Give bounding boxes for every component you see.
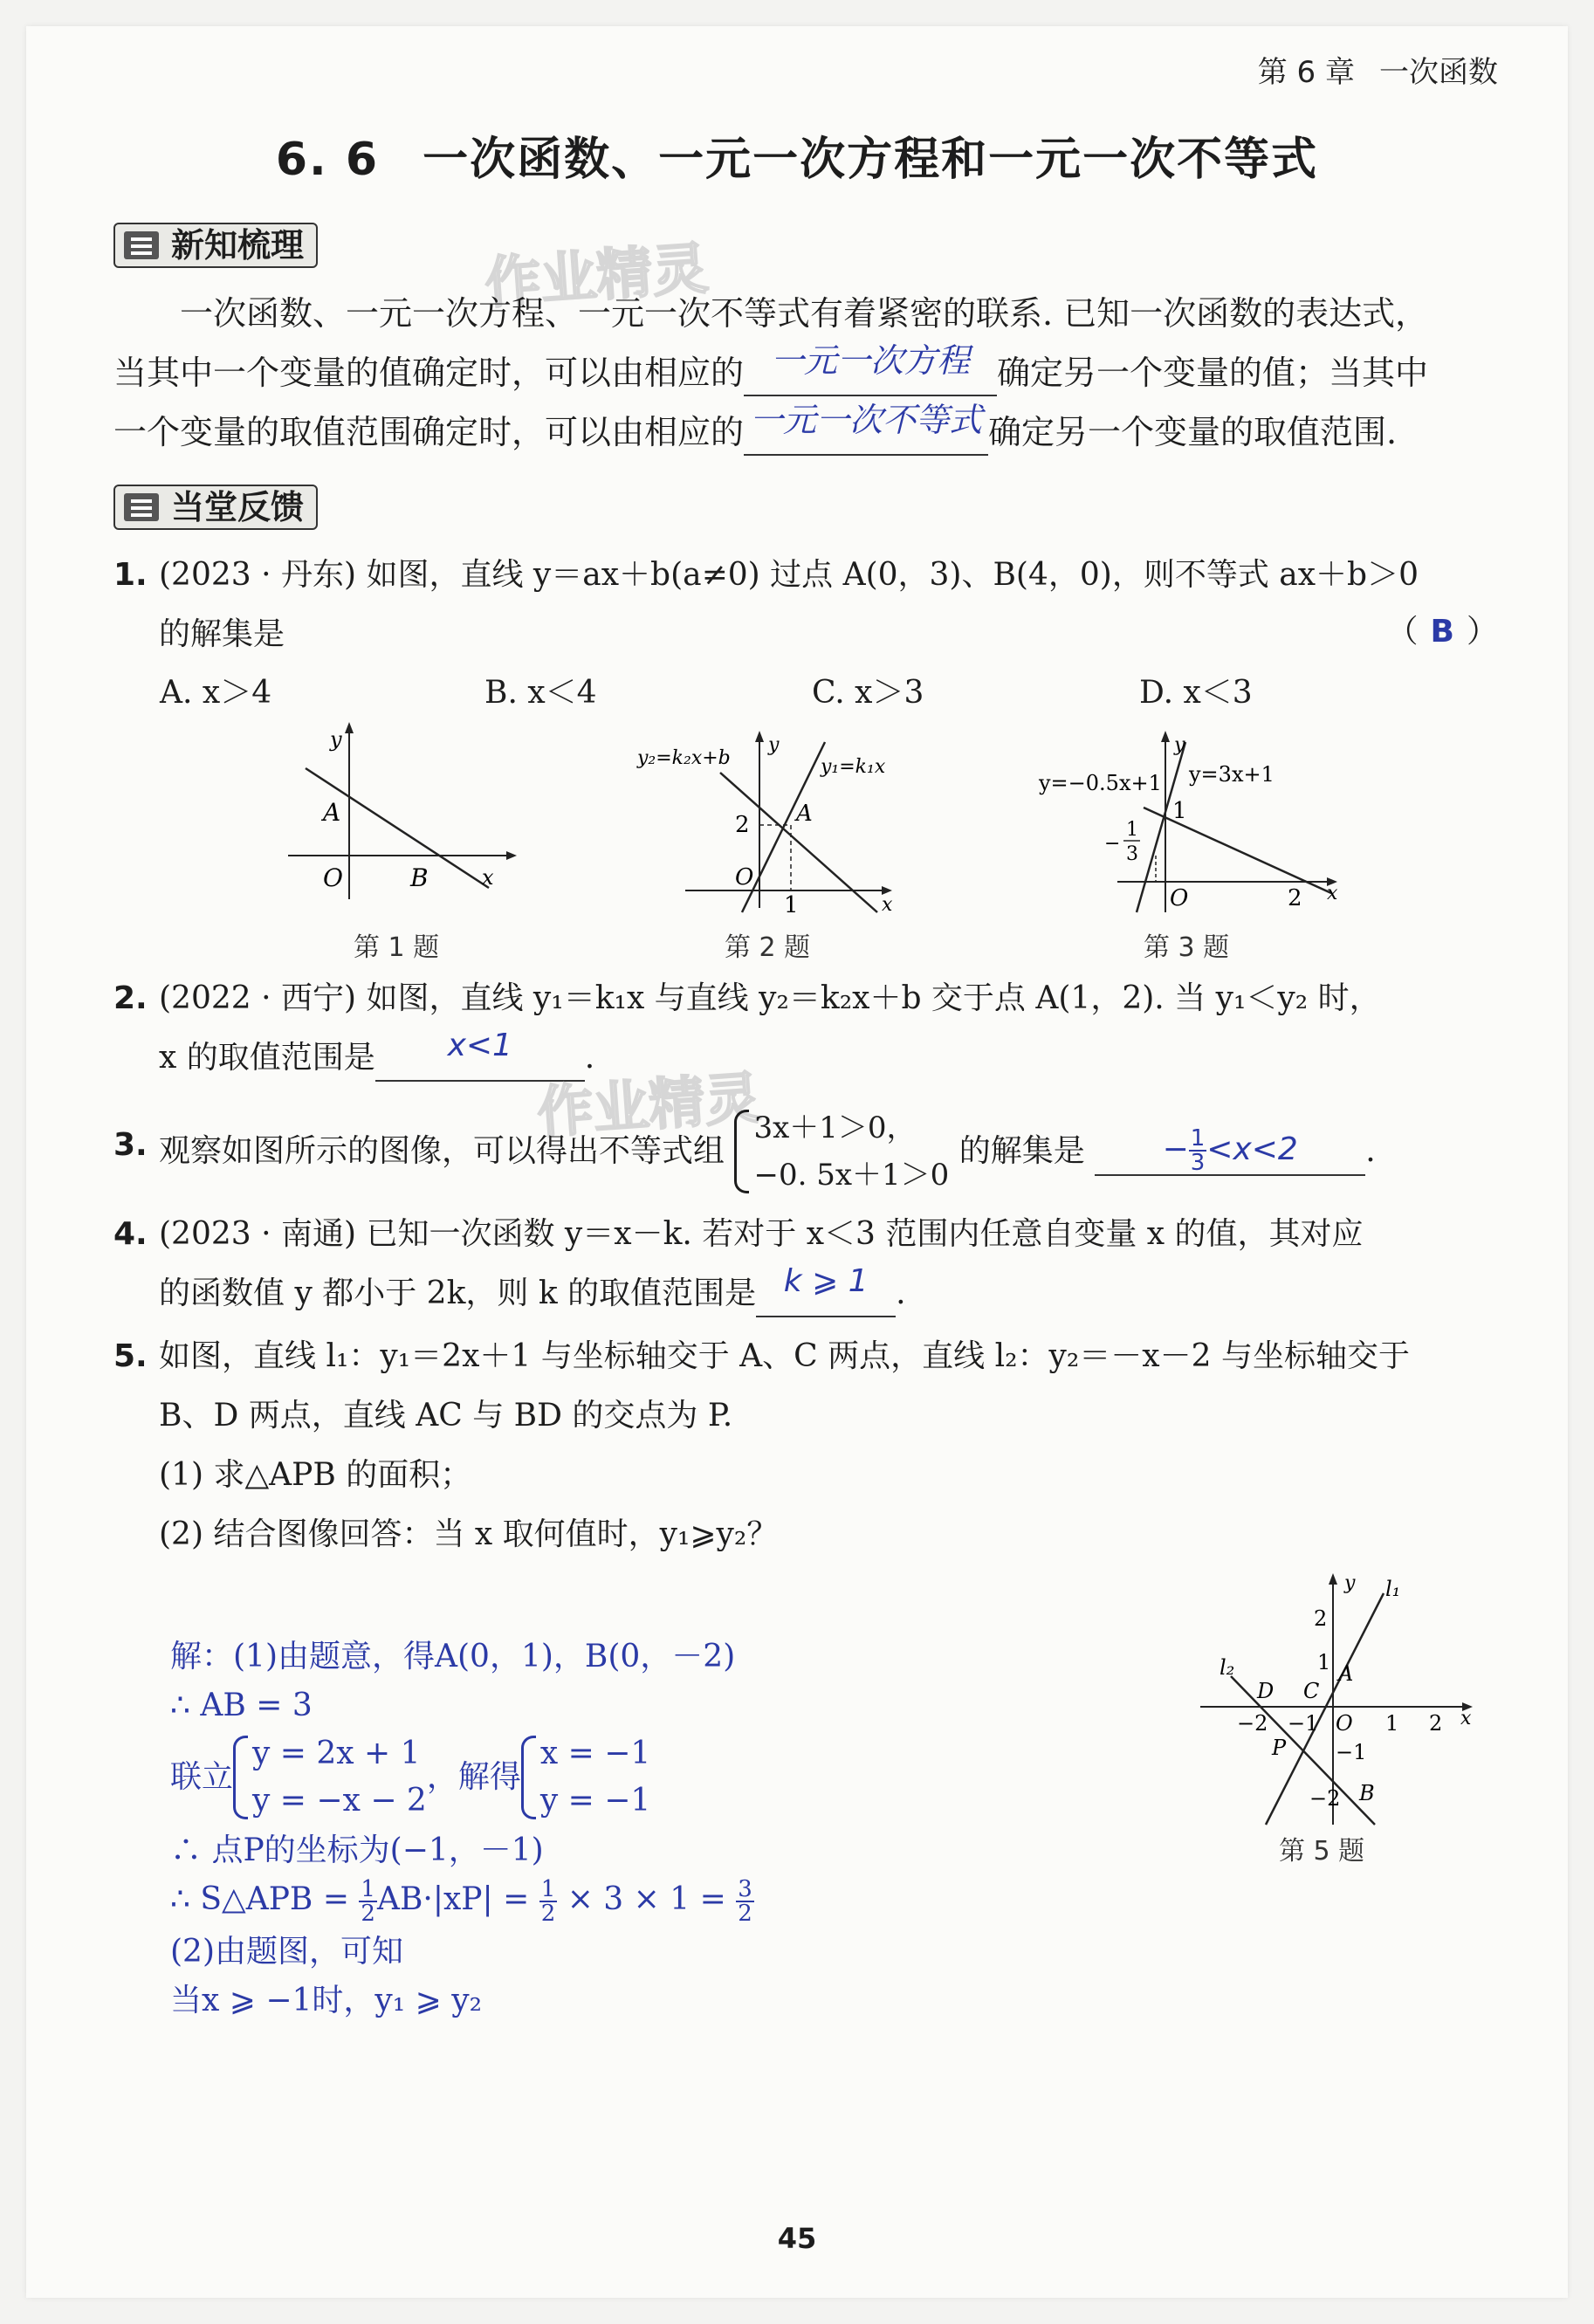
- period: .: [1365, 1133, 1376, 1169]
- label-l2: l₂: [1220, 1655, 1235, 1680]
- label-y: y: [768, 734, 780, 756]
- figure-1: [288, 729, 515, 904]
- period: .: [896, 1275, 906, 1311]
- label-o: O: [735, 864, 754, 890]
- caption-fig-1: 第 1 题: [354, 932, 440, 963]
- caption-fig-5: 第 5 题: [1279, 1836, 1365, 1867]
- choice-c: C. x＞3: [812, 675, 924, 711]
- question-1-answer: B: [1430, 614, 1454, 650]
- line-y1: [742, 742, 825, 912]
- question-number: 3.: [113, 1127, 148, 1163]
- inequality-system: [734, 1104, 949, 1199]
- tick-x-1: 1: [1385, 1711, 1399, 1736]
- inequality-2: −0. 5x＋1＞0: [753, 1158, 950, 1193]
- label-line-2: y=3x+1: [1189, 762, 1275, 787]
- intro-line1: 一次函数、一元一次方程、一元一次不等式有着紧密的联系. 已知一次函数的表达式，: [180, 294, 1429, 333]
- intro-line3a: 一个变量的取值范围确定时，可以由相应的: [113, 413, 745, 451]
- figure-5: [1200, 1571, 1480, 1833]
- caption-fig-2: 第 2 题: [725, 932, 811, 963]
- label-line-y2: y₂=k₂x+b: [637, 747, 731, 769]
- answer-paren: [1387, 607, 1498, 651]
- label-x: x: [482, 865, 494, 890]
- tick-1: 1: [784, 892, 799, 918]
- frac-half-1: $\frac{1}{2}$: [361, 1876, 375, 1927]
- page-number: 45: [777, 2222, 817, 2255]
- label-y: y: [330, 727, 342, 752]
- section-number: 6. 6: [275, 134, 380, 186]
- question-2-answer: x<1: [447, 1028, 512, 1063]
- question-1: [113, 546, 1480, 664]
- label-x: x: [1327, 883, 1338, 904]
- label-a: A: [796, 801, 813, 827]
- choice-d: D. x＜3: [1139, 675, 1253, 711]
- solution-line-4: ∴ 点P的坐标为(−1，－1): [170, 1832, 544, 1868]
- intro-line3b: 确定另一个变量的取值范围.: [988, 413, 1398, 451]
- paren-right: ）: [1466, 614, 1498, 650]
- chapter-number: 第 6 章: [1257, 55, 1355, 90]
- question-1-text2: 的解集是: [159, 616, 285, 652]
- question-3-text-b: 的解集是: [958, 1133, 1085, 1169]
- label-line-1: y=−0.5x+1: [1039, 771, 1162, 795]
- question-4-text: (2023 · 南通) 已知一次函数 y＝x－k. 若对于 x＜3 范围内任意自变量 x 的值，其对应: [159, 1216, 1364, 1252]
- question-number: 1.: [113, 557, 148, 593]
- answer-1: 一元一次方程: [771, 341, 971, 380]
- system-2-eq2: y = −1: [539, 1783, 651, 1819]
- section-title-text: 一次函数、一元一次方程和一元一次不等式: [423, 134, 1319, 186]
- frac-half-2: $\frac{1}{2}$: [540, 1876, 556, 1927]
- question-2-text: (2022 · 西宁) 如图，直线 y₁＝k₁x 与直线 y₂＝k₂x＋b 交于点 A(1，2). 当 y₁＜y₂ 时，: [159, 980, 1381, 1016]
- solution-jiede: ，解得: [426, 1759, 521, 1795]
- chapter-header: [1258, 48, 1498, 91]
- label-c: C: [1303, 1679, 1320, 1703]
- system-1: [233, 1730, 427, 1825]
- figure-3-graph: [1039, 734, 1353, 912]
- question-3-text: 观察如图所示的图像，可以得出不等式组: [159, 1133, 725, 1169]
- solution-line-2: ∴ AB = 3: [170, 1688, 313, 1723]
- solution-line-6: (2)由题图，可知: [170, 1934, 403, 1970]
- label-l1: l₁: [1385, 1577, 1401, 1601]
- tick-y-neg1: −1: [1336, 1740, 1367, 1764]
- label-x: x: [1460, 1708, 1472, 1729]
- label-o: O: [323, 863, 343, 892]
- question-4-text2: 的函数值 y 都小于 2k，则 k 的取值范围是: [159, 1275, 757, 1311]
- question-number: 5.: [113, 1338, 148, 1374]
- section-title: [0, 122, 1594, 188]
- question-2: [113, 969, 1480, 1088]
- tick-y-2: 2: [1314, 1606, 1328, 1631]
- watermark-top: 作业精灵: [483, 237, 711, 317]
- question-5-sub1: (1) 求△APB 的面积；: [159, 1457, 472, 1493]
- answer-blank-q3[interactable]: [1095, 1127, 1365, 1176]
- label-o: O: [1336, 1711, 1353, 1736]
- system-2: [521, 1730, 650, 1825]
- chapter-title: 一次函数: [1379, 55, 1498, 90]
- intro-line2b: 确定另一个变量的值；当其中: [997, 354, 1429, 392]
- caption-fig-3: 第 3 题: [1144, 932, 1230, 963]
- solution-area-calc: × 3 × 1 =: [557, 1881, 737, 1917]
- system-1-eq1: y = 2x + 1: [252, 1736, 421, 1771]
- section-tag-feedback: [113, 485, 318, 530]
- figure-2-graph: [637, 734, 899, 918]
- tick-x-2: 2: [1429, 1711, 1443, 1736]
- question-number: 4.: [113, 1216, 148, 1252]
- answer-blank-q4[interactable]: [756, 1263, 896, 1317]
- y-arrow: [1329, 1573, 1337, 1585]
- label-b: B: [1359, 1781, 1375, 1805]
- answer-2: 一元一次不等式: [750, 401, 983, 439]
- label-d: D: [1257, 1679, 1275, 1703]
- section-tag-label: 当堂反馈: [171, 488, 305, 526]
- choice-a: A. x＞4: [160, 675, 272, 711]
- solution: [170, 1633, 869, 2025]
- question-1-text: (2023 · 丹东) 如图，直线 y＝ax＋b(a≠0) 过点 A(0，3)、B(4，0)，则不等式 ax＋b＞0: [159, 557, 1419, 593]
- section-tag-new-knowledge: [113, 223, 318, 268]
- solution-line-5: [170, 1875, 869, 1928]
- label-p: P: [1272, 1736, 1287, 1760]
- label-o: O: [1170, 885, 1189, 911]
- answer-blank-1[interactable]: [744, 341, 997, 396]
- label-b: B: [410, 863, 429, 892]
- watermark-middle: 作业精灵: [535, 1066, 763, 1146]
- question-2-text2: x 的取值范围是: [159, 1040, 375, 1076]
- tick-x-neg1: −1: [1288, 1711, 1319, 1736]
- solution-lianli: 联立: [170, 1759, 234, 1795]
- figure-2: [637, 734, 899, 918]
- question-4: [113, 1205, 1480, 1324]
- label-line-y1: y₁=k₁x: [821, 756, 886, 778]
- choice-b: B. x＜4: [484, 675, 597, 711]
- solution-line-1: 解：(1)由题意，得A(0，1)，B(0，－2): [170, 1639, 736, 1674]
- book-icon: [124, 231, 159, 259]
- tick-y-1: 1: [1317, 1650, 1331, 1674]
- intro-paragraph: [113, 284, 1480, 462]
- question-5-text: 如图，直线 l₁：y₁＝2x＋1 与坐标轴交于 A、C 两点，直线 l₂：y₂＝－x－2 与坐标轴交于: [159, 1338, 1410, 1374]
- label-y: y: [1174, 734, 1185, 756]
- question-5: [113, 1327, 1480, 1564]
- question-3-answer: − $\frac{1}{3}$ <x<2: [1162, 1125, 1298, 1176]
- section-tag-label: 新知梳理: [171, 226, 305, 265]
- question-number: 2.: [113, 980, 148, 1016]
- answer-blank-2[interactable]: [744, 401, 988, 456]
- figure-1-graph: [288, 729, 515, 904]
- period: .: [584, 1040, 595, 1076]
- label-a: A: [323, 798, 341, 827]
- paren-left: （: [1386, 614, 1419, 650]
- solution-line-3: [170, 1730, 869, 1826]
- tick-frac-num: 1: [1126, 819, 1138, 841]
- frac-three-halves: $\frac{3}{2}$: [738, 1876, 752, 1927]
- intro-line2a: 当其中一个变量的值确定时，可以由相应的: [113, 354, 745, 392]
- solution-area-label: ∴ S△APB =: [170, 1881, 360, 1917]
- question-5-text2: B、D 两点，直线 AC 与 BD 的交点为 P.: [159, 1398, 733, 1434]
- pencil-icon: [124, 493, 159, 521]
- tick-x-neg2: −2: [1237, 1711, 1268, 1736]
- tick-2: 2: [735, 812, 750, 838]
- figure-5-graph: [1200, 1571, 1480, 1833]
- system-1-eq2: y = −x − 2: [252, 1783, 427, 1819]
- question-4-answer: k ⩾ 1: [783, 1263, 869, 1299]
- tick-1: 1: [1172, 798, 1187, 824]
- tick-y-neg2: −2: [1309, 1786, 1341, 1811]
- label-y: y: [1344, 1572, 1356, 1594]
- question-5-sub2: (2) 结合图像回答：当 x 取何值时，y₁⩾y₂？: [159, 1516, 779, 1552]
- system-2-eq1: x = −1: [539, 1736, 651, 1771]
- tick-2: 2: [1288, 885, 1302, 911]
- inequality-1: 3x＋1＞0，: [753, 1110, 917, 1145]
- question-3: [113, 1104, 1480, 1199]
- tick-frac-den: 3: [1126, 843, 1138, 865]
- label-x: x: [882, 894, 893, 916]
- solution-line-7: 当x ⩾ −1时，y₁ ⩾ y₂: [170, 1983, 483, 2018]
- solution-area-formula: AB·|xP| =: [376, 1881, 539, 1917]
- figure-3: [1039, 734, 1353, 912]
- tick-frac: −: [1104, 833, 1121, 855]
- label-a: A: [1338, 1661, 1354, 1686]
